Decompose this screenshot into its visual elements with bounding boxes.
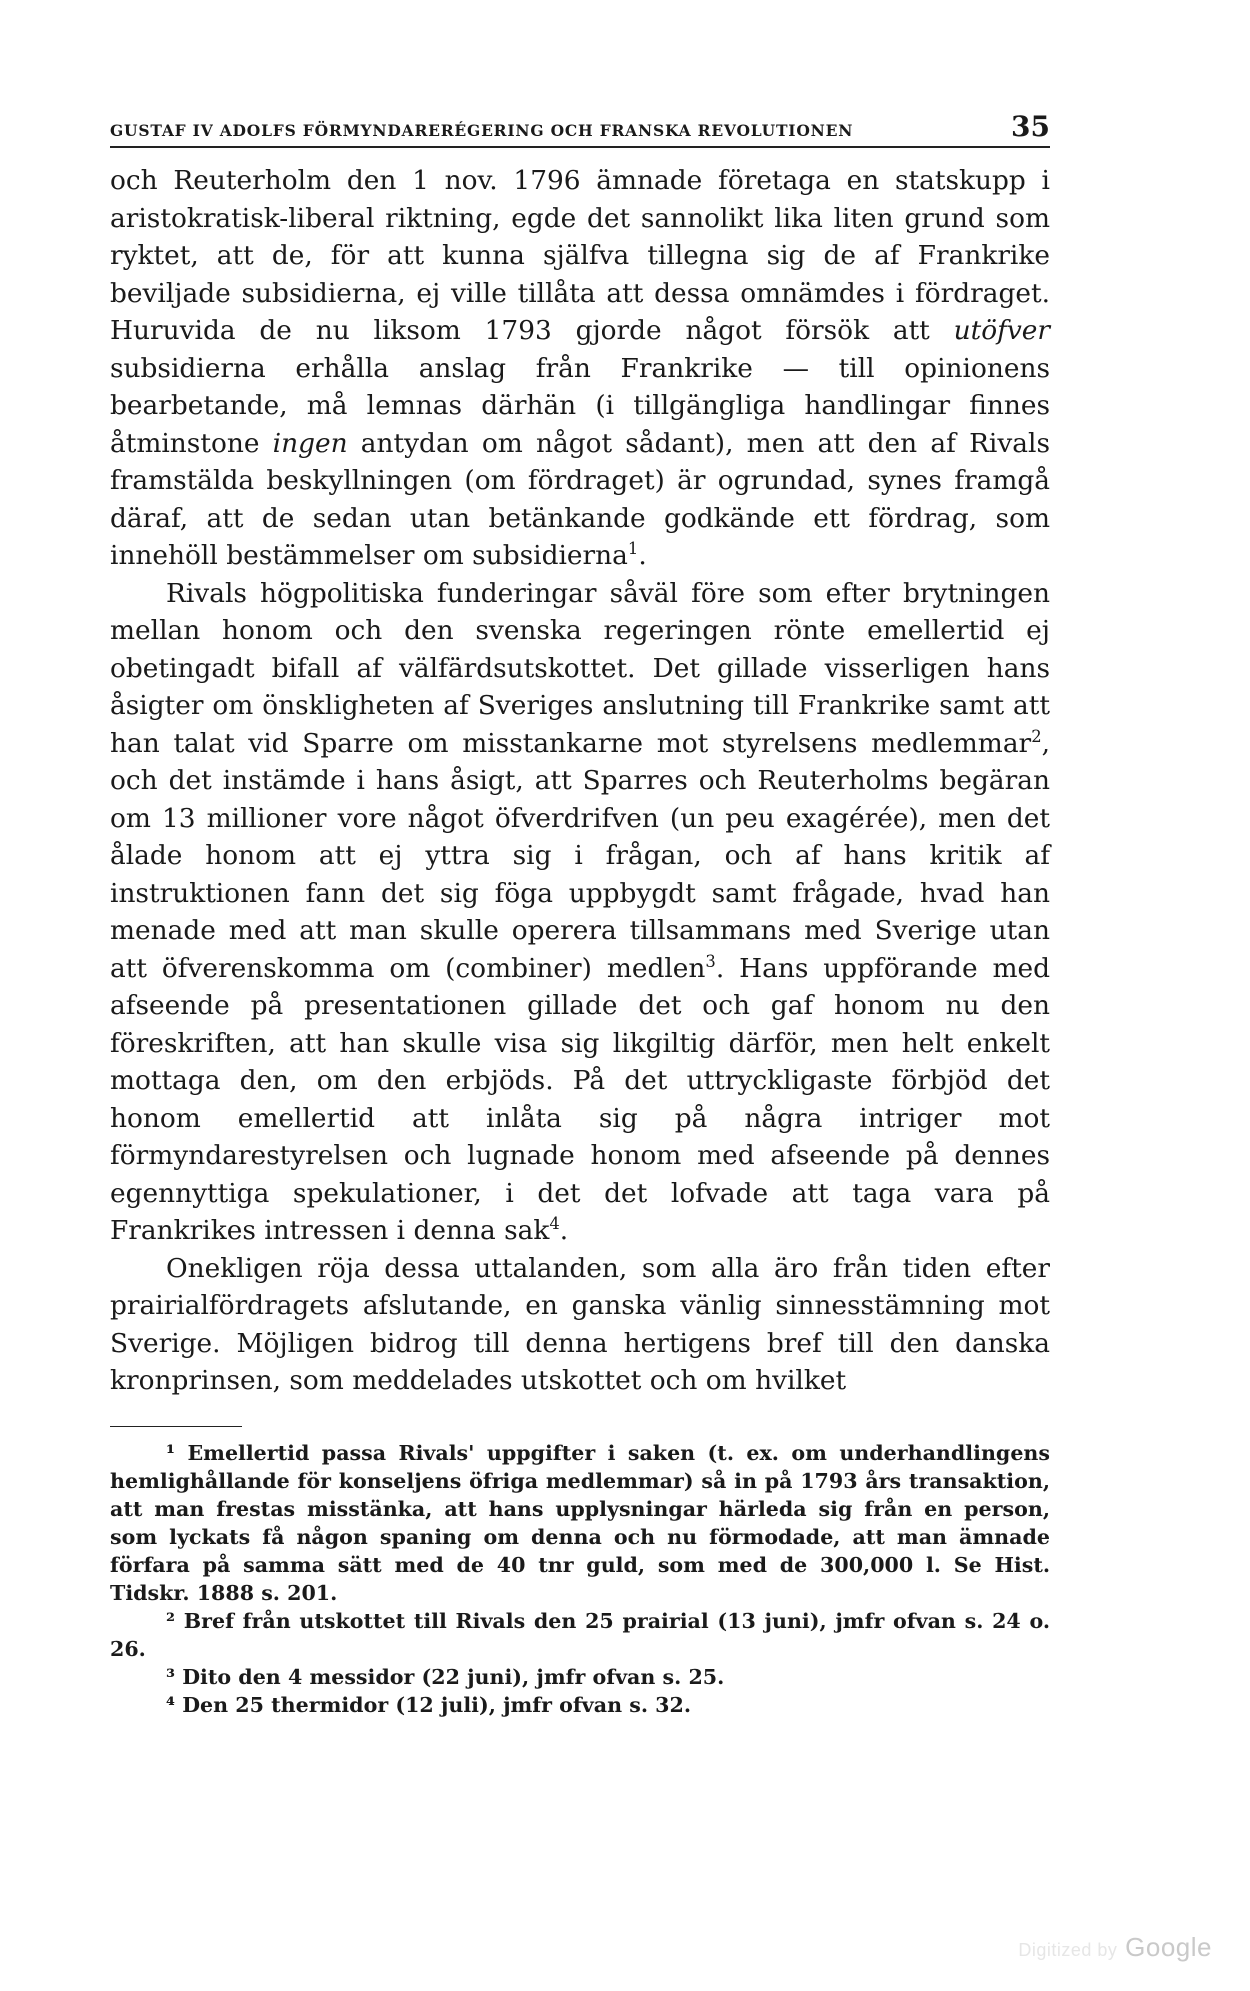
footnote-ref-3[interactable]: 3	[705, 951, 716, 971]
paragraph-1	[110, 162, 1050, 575]
footnote-1	[110, 1439, 1050, 1607]
p2-text-2: , och det instämde i hans åsigt, att Sparres och Reuterholms begäran om 13 millioner vore något öfverdrifven (un peu exagérée), men det ålade honom att ej yttra sig i frågan, och af hans kritik af instruktionen fann det sig föga uppbygdt samt frågade, hvad han menade med att man skulle operera tillsammans med Sverige utan att öfverenskomma om (combiner) medlen	[110, 727, 1050, 984]
running-title: GUSTAF IV ADOLFS FÖRMYNDARERÉGERING OCH FRANSKA REVOLUTIONEN	[110, 121, 854, 140]
p3-text-1: Onekligen röja dessa uttalanden, som alla äro från tiden efter prairialfördragets afslutande, en ganska vänlig sinnesstämning mot Sverige. Möjligen bidrog till denna hertigens bref till den danska kronprinsen, som meddelades utskottet och om hvilket	[110, 1252, 1050, 1396]
footnote-3-text: Dito den 4 messidor (22 juni), jmfr ofvan s. 25.	[175, 1664, 725, 1689]
page-number: 35	[1011, 110, 1050, 143]
footnote-rule	[110, 1426, 242, 1427]
footnote-ref-1[interactable]: 1	[627, 538, 639, 558]
watermark-brand: Google	[1125, 1932, 1212, 1962]
book-page	[110, 110, 1050, 1719]
p2-text-3: . Hans uppförande med afseende på presentationen gillade det och gaf honom nu den föreskriften, att han skulle visa sig likgiltig därför, men helt enkelt mottaga den, om den erbjöds. På det uttryckligaste förbjöd det honom emellertid att inlåta sig på några intriger mot förmyndarestyrelsen och lugnade honom med afseende på dennes egennyttiga spekulationer, i det det lofvade att taga vara på Frankrikes intressen i denna sak	[110, 952, 1050, 1246]
footnote-4	[110, 1691, 1050, 1719]
p1-text-1: och Reuterholm den 1 nov. 1796 ämnade företaga en statskupp i aristokratisk-liberal riktning, egde det sannolikt lika liten grund som ryktet, att de, för att kunna själfva tillegna sig de af Frankrike beviljade subsidierna, ej ville tillåta att dessa omnämdes i fördraget. Huruvida de nu liksom 1793 gjorde något försök att	[110, 165, 1050, 346]
google-watermark	[1018, 1932, 1212, 1963]
p2-text-1: Rivals högpolitiska funderingar såväl före som efter brytningen mellan honom och den svenska regeringen rönte emellertid ej obetingadt bifall af välfärdsutskottet. Det gillade visserligen hans åsigter om önskligheten af Sveriges anslutning till Frankrike samt att han talat vid Sparre om misstankarne mot styrelsens medlemmar	[110, 577, 1050, 759]
footnote-2-text: Bref från utskottet till Rivals den 25 prairial (13 juni), jmfr ofvan s. 24 o. 26.	[110, 1608, 1050, 1661]
footnote-3-mark: ³	[166, 1664, 176, 1689]
p1-text-3: antydan om något sådant), men att den af Rivals framstälda beskyllningen (om fördraget) är ogrundad, synes framgå däraf, att de sedan utan betänkande godkände ett fördrag, som innehöll bestämmelser om subsidierna	[110, 427, 1051, 571]
footnotes	[110, 1439, 1050, 1719]
paragraph-2	[110, 575, 1050, 1250]
p1-emphasis-ingen: ingen	[272, 427, 348, 459]
footnote-4-text: Den 25 thermidor (12 juli), jmfr ofvan s. 32.	[175, 1692, 691, 1717]
footnote-3	[110, 1663, 1050, 1691]
p1-emphasis-utofver: utöfver	[953, 315, 1050, 346]
p1-text-4: .	[638, 540, 647, 571]
watermark-prefix: Digitized by	[1018, 1940, 1118, 1960]
footnote-2	[110, 1607, 1050, 1663]
paragraph-3	[110, 1250, 1050, 1400]
footnote-4-mark: ⁴	[166, 1692, 176, 1717]
p1-text-2: subsidierna erhålla anslag från Frankrike — till opinionens bearbetande, må lemnas därhän (i tillgängliga handlingar finnes åtminstone	[110, 352, 1050, 459]
footnote-1-mark: ¹	[166, 1440, 176, 1465]
footnote-1-text: Emellertid passa Rivals' uppgifter i saken (t. ex. om underhandlingens hemlighållande för konseljens öfriga medlemmar) så in på 1793 års transaktion, att man frestas misstänka, att hans upplysningar härleda sig från en person, som lyckats få någon spaning om denna och nu förmodade, att man ämnade förfara på samma sätt med de 40 tnr guld, som med de 300,000 l. Se Hist. Tidskr. 1888 s. 201.	[110, 1440, 1050, 1605]
footnote-ref-4[interactable]: 4	[549, 1213, 560, 1233]
body-text	[110, 162, 1050, 1400]
footnote-ref-2[interactable]: 2	[1031, 726, 1042, 746]
running-head	[110, 110, 1050, 146]
p2-text-4: .	[559, 1215, 569, 1246]
header-rule	[110, 146, 1050, 148]
footnote-2-mark: ²	[166, 1608, 176, 1633]
